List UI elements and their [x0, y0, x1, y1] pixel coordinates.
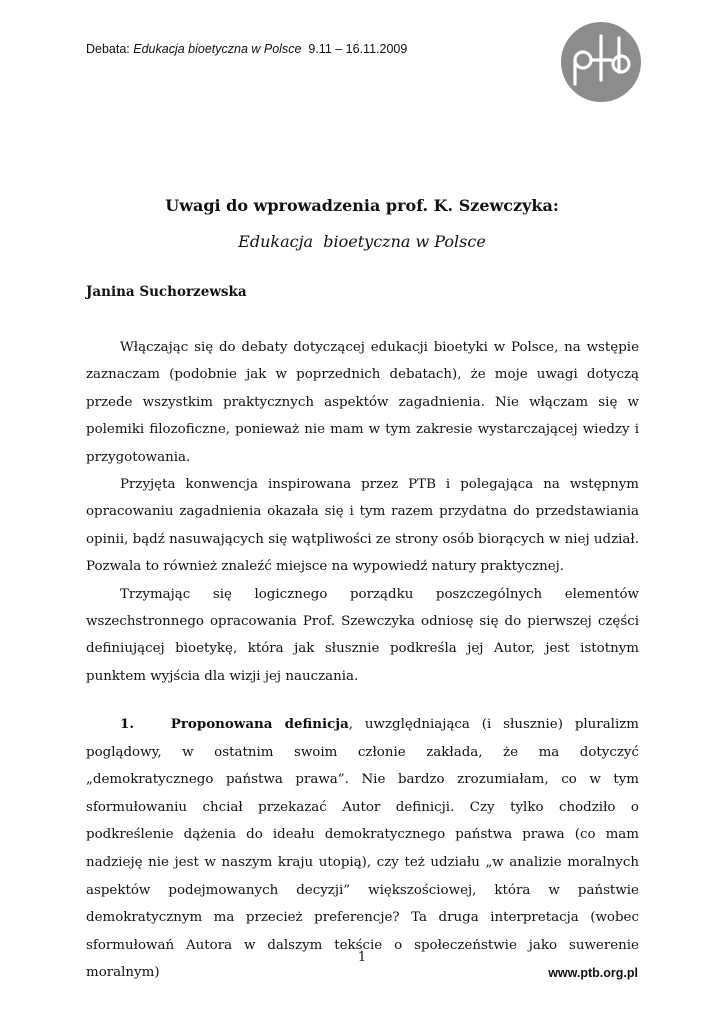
document-subtitle: Edukacja bioetyczna w Polsce [238, 232, 486, 251]
paragraph: Przyjęta konwencja inspirowana przez PTB i polegająca na wstępnym opracowaniu zagadnienia okazała się i tym razem przydatna do przedstawiania opinii, bądź nasuwających się wątpliwości ze strony osób biorących w niej udział. Pozwala to również znaleźć miejsce na wypowiedź natury praktycznej. [86, 477, 639, 575]
header-debate-title: Edukacja bioetyczna w Polsce [133, 42, 302, 56]
section-1 [86, 711, 639, 987]
page-header [86, 42, 407, 56]
ptb-logo-icon [561, 22, 641, 102]
body-text [86, 334, 639, 690]
paragraph: Trzymając się logicznego porządku poszczególnych elementów wszechstronnego opracowania Prof. Szewczyka odniosę się do pierwszej części definiującej bioetykę, która jak słusznie podkreśla jej Autor, jest istotnym punktem wyjścia dla wizji jej nauczania. [86, 586, 639, 684]
paragraph: Włączając się do debaty dotyczącej edukacji bioetyki w Polsce, na wstępie zaznaczam (podobnie jak w poprzednich debatach), że moje uwagi dotyczą przede wszystkim praktycznych aspektów zagadnienia. Nie włączam się w polemiki filozoficzne, ponieważ nie mam w tym zakresie wystarczającej wiedzy i przygotowania. [86, 340, 639, 465]
section-1-text: , uwzględniająca (i słusznie) pluralizm poglądowy, w ostatnim swoim członie zakłada, że ma dotyczyć „demokratycznego państwa prawa”. Nie bardzo zrozumiałam, co w tym sformułowaniu chciał przekazać Autor definicji. Czy tylko chodziło o podkreślenie dążenia do ideału demokratycznego państwa prawa (co mam nadzieję nie jest w naszym kraju utopią), czy też udziału „w analizie moralnych aspektów podejmowanych decyzji” większościowej, która w państwie demokratycznym ma przecież preferencje? Ta druga interpretacja (wobec sformułowań Autora w dalszym tekście o społeczeństwie jako suwerenie moralnym) [86, 717, 640, 981]
header-dates: 9.11 – 16.11.2009 [301, 42, 408, 56]
document-title: Uwagi do wprowadzenia prof. K. Szewczyka: [165, 196, 559, 215]
header-prefix: Debata: [86, 42, 134, 56]
author-name: Janina Suchorzewska [86, 284, 247, 300]
section-1-paragraph [86, 711, 639, 987]
section-1-lead: 1. Proponowana definicja [120, 716, 349, 732]
page-number: 1 [357, 950, 367, 965]
footer-url[interactable]: www.ptb.org.pl [548, 966, 638, 980]
title-block [0, 195, 724, 253]
